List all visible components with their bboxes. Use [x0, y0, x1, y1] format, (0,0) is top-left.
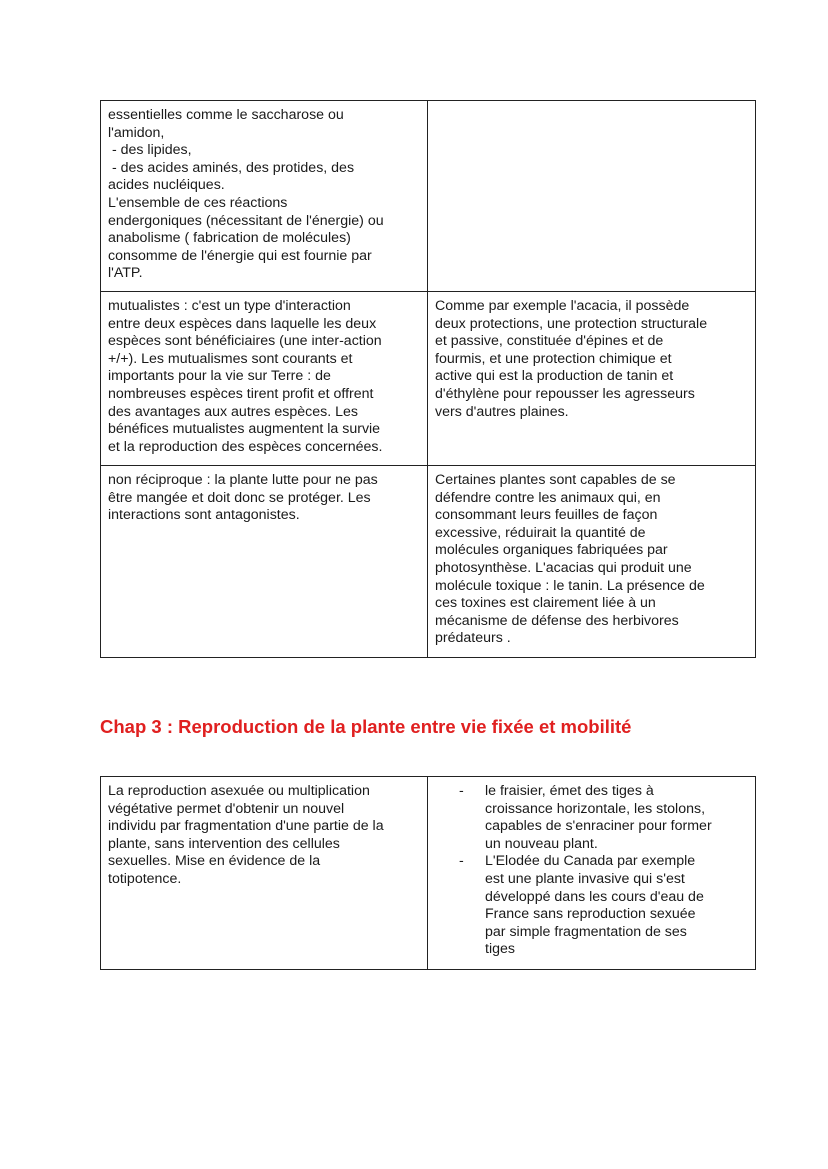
text-line: des avantages aux autres espèces. Les: [108, 403, 359, 420]
text-line: importants pour la vie sur Terre : de: [108, 368, 331, 385]
text-line: Comme par exemple l'acacia, il possède: [435, 298, 690, 314]
notes-table-1: [100, 100, 756, 658]
text-line: anabolisme ( fabrication de molécules): [108, 230, 351, 247]
text-line: photosynthèse. L'acacias qui produit une: [435, 559, 692, 576]
text-line: est une plante invasive qui s'est: [485, 870, 685, 887]
text-line: essentielles comme le saccharose ou: [108, 107, 344, 123]
text-line: France sans reproduction sexuée: [485, 906, 696, 923]
table-cell-left: [101, 466, 428, 658]
text-line: croissance horizontale, les stolons,: [485, 800, 706, 817]
bullet-dash: -: [459, 783, 464, 799]
text-line: L'ensemble de ces réactions: [108, 194, 288, 211]
text-line: végétative permet d'obtenir un nouvel: [108, 800, 345, 817]
text-line: l'ATP.: [108, 265, 143, 282]
text-line: molécules organiques fabriquées par: [435, 542, 668, 559]
text-line: bénéfices mutualistes augmentent la survie: [108, 421, 381, 438]
list-item: [435, 853, 748, 959]
text-line: tiges: [485, 941, 515, 958]
text-line: entre deux espèces dans laquelle les deux: [108, 315, 377, 332]
text-line: endergoniques (nécessitant de l'énergie) ou: [108, 212, 384, 229]
text-line: excessive, réduirait la quantité de: [435, 524, 646, 541]
text-line: et passive, constituée d'épines et de: [435, 333, 664, 350]
text-line: prédateurs .: [435, 630, 511, 647]
text-line: molécule toxique : le tanin. La présence de: [435, 577, 705, 594]
text-line: - des lipides,: [108, 142, 192, 159]
text-line: consomme de l'énergie qui est fournie par: [108, 247, 372, 264]
text-line: fourmis, et une protection chimique et: [435, 350, 672, 367]
table-cell-right: [428, 292, 756, 466]
text-line: active qui est la production de tanin et: [435, 368, 674, 385]
text-line: l'amidon,: [108, 124, 165, 141]
text-line: +/+). Les mutualismes sont courants et: [108, 350, 353, 367]
text-line: individu par fragmentation d'une partie de la: [108, 818, 384, 835]
text-line: le fraisier, émet des tiges à: [485, 783, 654, 799]
list-item: [435, 783, 748, 853]
text-line: plante, sans intervention des cellules: [108, 835, 340, 852]
text-line: capables de s'enraciner pour former: [485, 818, 712, 835]
text-line: ces toxines est clairement liée à un: [435, 595, 656, 612]
table-cell-right: [428, 466, 756, 658]
text-line: un nouveau plant.: [485, 835, 598, 852]
table-cell-right: [428, 777, 756, 970]
text-line: développé dans les cours d'eau de: [485, 888, 704, 905]
text-line: et la reproduction des espèces concernées.: [108, 438, 383, 455]
table-row: [101, 777, 756, 970]
text-line: nombreuses espèces tirent profit et offrent: [108, 385, 374, 402]
table-cell-left: [101, 292, 428, 466]
text-line: défendre contre les animaux qui, en: [435, 489, 661, 506]
text-line: La reproduction asexuée ou multiplication: [108, 783, 370, 799]
text-line: consommant leurs feuilles de façon: [435, 507, 658, 524]
table-row: [101, 292, 756, 466]
text-line: non réciproque : la plante lutte pour ne pas: [108, 472, 378, 488]
text-line: sexuelles. Mise en évidence de la: [108, 853, 321, 870]
text-line: espèces sont bénéficiaires (une inter-action: [108, 333, 382, 350]
text-line: d'éthylène pour repousser les agresseurs: [435, 385, 695, 402]
text-line: mutualistes : c'est un type d'interaction: [108, 298, 351, 314]
notes-table-2: [100, 776, 756, 970]
bullet-dash: -: [459, 853, 464, 870]
text-line: par simple fragmentation de ses: [485, 923, 687, 940]
text-line: L'Elodée du Canada par exemple: [485, 853, 696, 870]
text-line: - des acides aminés, des protides, des: [108, 159, 355, 176]
table-cell-left: [101, 777, 428, 970]
text-line: vers d'autres plaines.: [435, 403, 569, 420]
text-line: mécanisme de défense des herbivores: [435, 612, 679, 629]
text-line: deux protections, une protection structurale: [435, 315, 708, 332]
table-cell-left: [101, 101, 428, 292]
table-cell-right-empty: [428, 101, 756, 292]
text-line: interactions sont antagonistes.: [108, 507, 300, 524]
text-line: Certaines plantes sont capables de se: [435, 472, 676, 488]
table-row: [101, 101, 756, 292]
text-line: être mangée et doit donc se protéger. Les: [108, 489, 371, 506]
text-line: totipotence.: [108, 870, 182, 887]
text-line: acides nucléiques.: [108, 177, 225, 194]
bullet-list: [435, 783, 748, 959]
table-row: [101, 466, 756, 658]
chapter-heading: Chap 3 : Reproduction de la plante entre vie fixée et mobilité: [100, 716, 632, 737]
